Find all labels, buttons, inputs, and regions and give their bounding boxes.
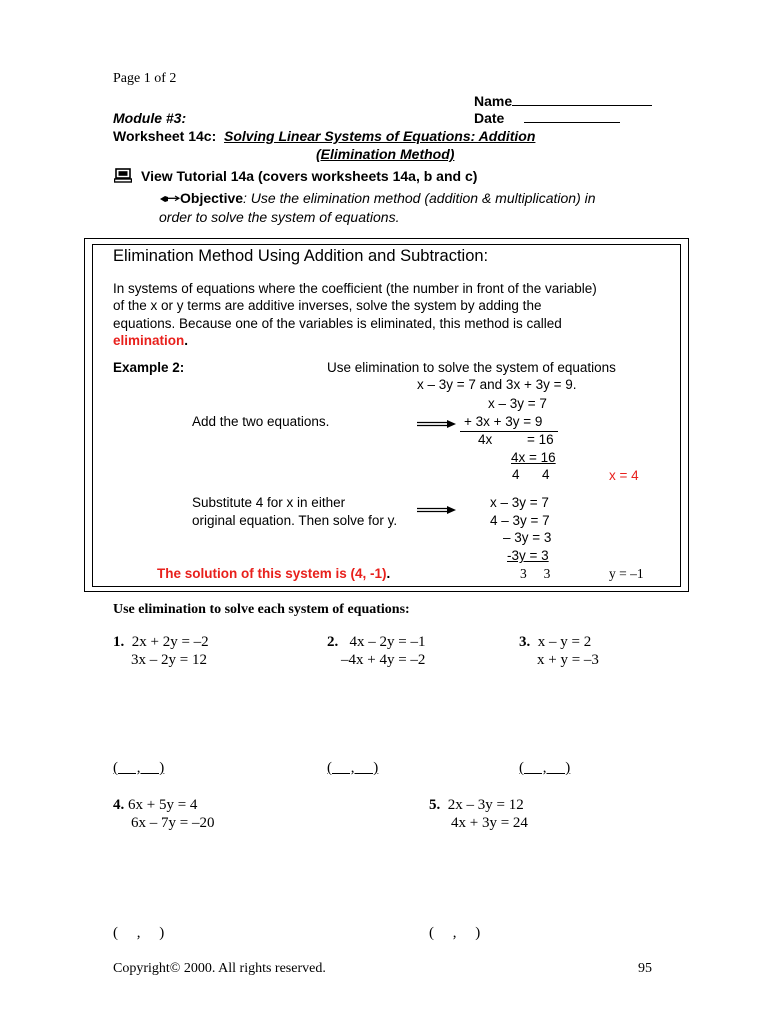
worksheet-subtitle: (Elimination Method): [316, 146, 455, 162]
step2-text-1: Substitute 4 for x in either: [192, 495, 346, 510]
date-label: Date: [474, 110, 505, 126]
name-label: Name: [474, 93, 513, 109]
problem-4-line-2: 6x – 7y = –20: [131, 815, 215, 831]
solution-statement: The solution of this system is (4, -1).: [157, 566, 391, 581]
example-prompt-1: Use elimination to solve the system of equations: [327, 360, 616, 375]
step2-text-2: original equation. Then solve for y.: [192, 513, 398, 528]
solution-text: The solution of this system is (4, -1): [157, 566, 387, 581]
objective-text-2: order to solve the system of equations.: [159, 209, 400, 225]
page-number: 95: [638, 961, 652, 976]
double-arrow-icon: [417, 416, 457, 434]
substitute-2: 4 – 3y = 7: [490, 513, 550, 528]
pointing-hand-icon: [159, 191, 181, 209]
problem-2-line-2: –4x + 4y = –2: [341, 652, 426, 668]
objective-line: [180, 190, 596, 206]
step1-text: Add the two equations.: [192, 414, 330, 429]
answer-blank-4[interactable]: ( , ): [113, 925, 165, 941]
answer-blank-1[interactable]: ( , ): [113, 760, 165, 776]
exercise-instructions: Use elimination to solve each system of equations:: [113, 602, 410, 617]
answer-blank-3[interactable]: ( , ): [519, 760, 571, 776]
date-field[interactable]: [474, 110, 620, 126]
name-blank[interactable]: [512, 93, 652, 106]
sum-right: = 16: [527, 432, 554, 447]
problem-3: 3. x – y = 2: [519, 634, 592, 650]
module-label: Module #3:: [113, 110, 187, 126]
sum-left: 4x: [478, 432, 493, 447]
elimination-keyword: elimination: [113, 333, 185, 348]
division-denominator: 4 4: [512, 467, 550, 482]
problem-5: 5. 2x – 3y = 12: [429, 797, 524, 813]
problem-1: 1. 2x + 2y = –2: [113, 634, 209, 650]
answer-blank-5[interactable]: ( , ): [429, 925, 481, 941]
worksheet-title: Solving Linear Systems of Equations: Addition: [224, 128, 536, 144]
x-result: x = 4: [609, 468, 639, 483]
division-numerator: 4x = 16: [511, 450, 556, 465]
box-heading: Elimination Method Using Addition and Subtraction:: [113, 247, 489, 265]
substitute-5: 3 3: [520, 566, 551, 581]
example-label: Example 2:: [113, 360, 185, 375]
substitute-4: -3y = 3: [507, 548, 549, 563]
date-blank[interactable]: [524, 110, 620, 123]
equation-a: x – 3y = 7: [488, 396, 547, 411]
substitute-3: – 3y = 3: [503, 530, 552, 545]
box-paragraph-4: elimination.: [113, 333, 189, 348]
example-prompt-2: x – 3y = 7 and 3x + 3y = 9.: [417, 377, 577, 392]
problem-1-line-2: 3x – 2y = 12: [131, 652, 207, 668]
name-field[interactable]: [474, 93, 652, 109]
objective-text: : Use the elimination method (addition & multiplication) in: [243, 190, 596, 206]
problem-3-line-2: x + y = –3: [537, 652, 599, 668]
worksheet-label: Worksheet 14c:: [113, 128, 217, 144]
box-paragraph-3: equations. Because one of the variables is eliminated, this method is called: [113, 316, 562, 331]
problem-2: 2. 4x – 2y = –1: [327, 634, 426, 650]
double-arrow-icon: [417, 502, 457, 520]
objective-label: Objective: [180, 190, 244, 206]
copyright: Copyright© 2000. All rights reserved.: [113, 961, 326, 976]
box-paragraph-1: In systems of equations where the coefficient (the number in front of the variable): [113, 281, 597, 296]
problem-5-line-2: 4x + 3y = 24: [451, 815, 528, 831]
page-label: Page 1 of 2: [113, 71, 177, 86]
y-result: y = –1: [609, 566, 644, 581]
problem-4: 4. 6x + 5y = 4: [113, 797, 198, 813]
answer-blank-2[interactable]: ( , ): [327, 760, 379, 776]
worksheet-title-row: [113, 128, 535, 144]
equation-b: + 3x + 3y = 9: [464, 414, 543, 429]
tutorial-link[interactable]: View Tutorial 14a (covers worksheets 14a, b and c): [141, 168, 478, 184]
substitute-1: x – 3y = 7: [490, 495, 549, 510]
computer-icon: [114, 168, 132, 188]
box-paragraph-2: of the x or y terms are additive inverses, solve the system by adding the: [113, 298, 542, 313]
